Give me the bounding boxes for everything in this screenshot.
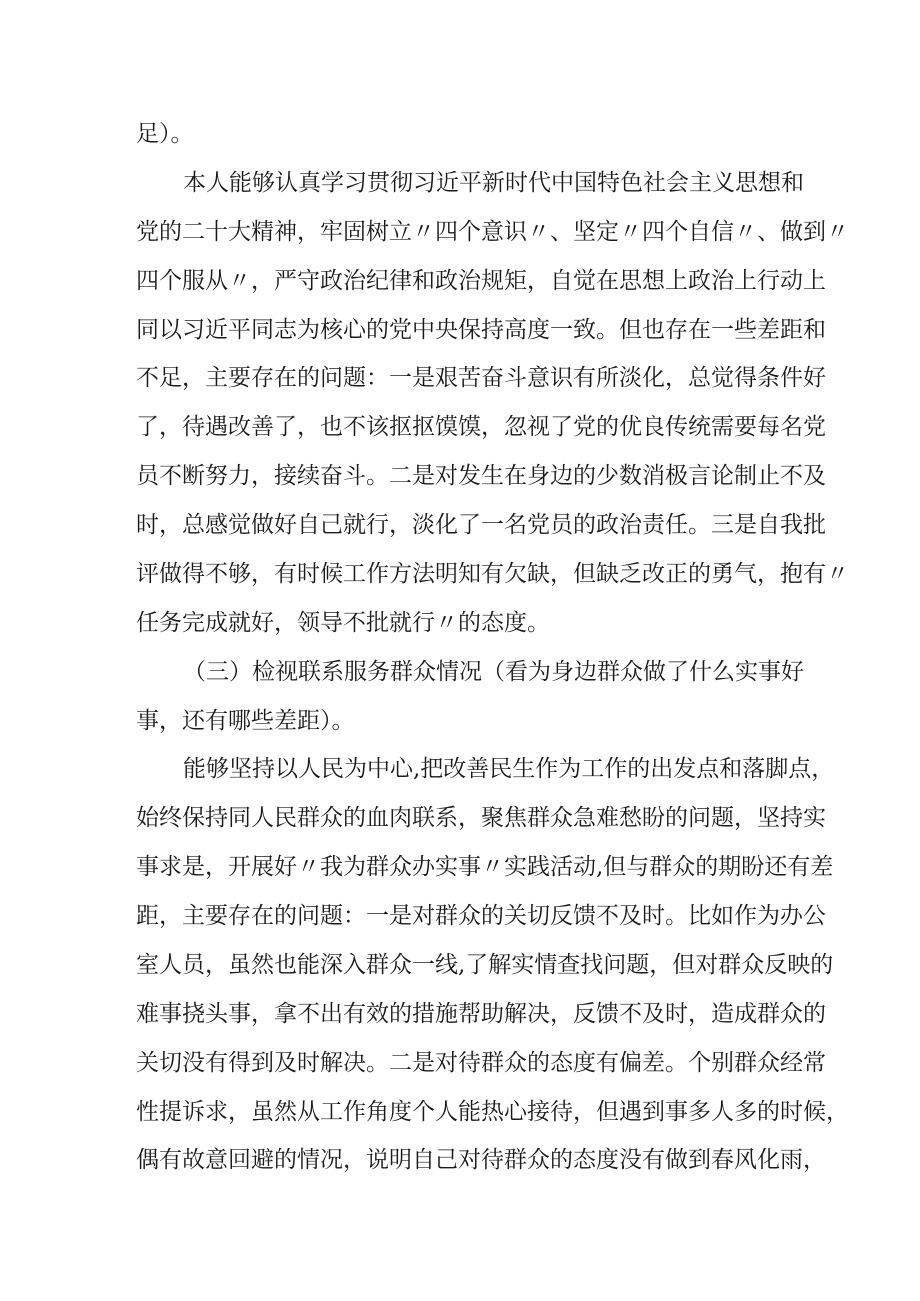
text-line: 事求是，开展好〃我为群众办实事〃实践活动,但与群众的期盼还有差 — [136, 854, 834, 880]
text-line: 同以习近平同志为核心的党中央保持高度一致。但也存在一些差距和 — [136, 317, 826, 343]
section-heading: （三）检视联系服务群众情况（看为身边群众做了什么实事好 — [183, 659, 804, 685]
text-line: 室人员，虽然也能深入群众一线,了解实情查找问题，但对群众反映的 — [136, 952, 834, 978]
text-line: 任务完成就好，领导不批就行〃的态度。 — [136, 610, 550, 636]
text-line: 时，总感觉做好自己就行，淡化了一名党员的政治责任。三是自我批 — [136, 512, 826, 538]
text-line: 不足，主要存在的问题：一是艰苦奋斗意识有所淡化，总觉得条件好 — [136, 365, 826, 391]
text-line: 距，主要存在的问题：一是对群众的关切反馈不及时。比如作为办公 — [136, 903, 826, 929]
text-line: 评做得不够，有时候工作方法明知有欠缺，但缺乏改正的勇气，抱有〃 — [136, 561, 849, 587]
text-line: 始终保持同人民群众的血肉联系，聚焦群众急难愁盼的问题，坚持实 — [136, 805, 826, 831]
text-line: 性提诉求，虽然从工作角度个人能热心接待，但遇到事多人多的时候， — [136, 1099, 849, 1125]
text-line: 关切没有得到及时解决。二是对待群众的态度有偏差。个别群众经常 — [136, 1050, 826, 1076]
text-line: 本人能够认真学习贯彻习近平新时代中国特色社会主义思想和 — [183, 170, 804, 196]
section-heading: 事，还有哪些差距）。 — [136, 708, 355, 734]
text-line: 四个服从〃，严守政治纪律和政治规矩，自觉在思想上政治上行动上 — [136, 268, 826, 294]
text-line: 党的二十大精神，牢固树立〃四个意识〃、坚定〃四个自信〃、做到〃 — [136, 219, 849, 245]
text-line: 难事挠头事，拿不出有效的措施帮助解决，反馈不及时，造成群众的 — [136, 1001, 826, 1027]
text-line: 能够坚持以人民为中心,把改善民生作为工作的出发点和落脚点， — [183, 756, 835, 782]
text-line: 员不断努力，接续奋斗。二是对发生在身边的少数消极言论制止不及 — [136, 463, 826, 489]
text-line: 了，待遇改善了，也不该抠抠馍馍，忽视了党的优良传统需要每名党 — [136, 414, 826, 440]
text-line: 足）。 — [136, 121, 194, 147]
text-line: 偶有故意回避的情况，说明自己对待群众的态度没有做到春风化雨， — [136, 1147, 826, 1173]
